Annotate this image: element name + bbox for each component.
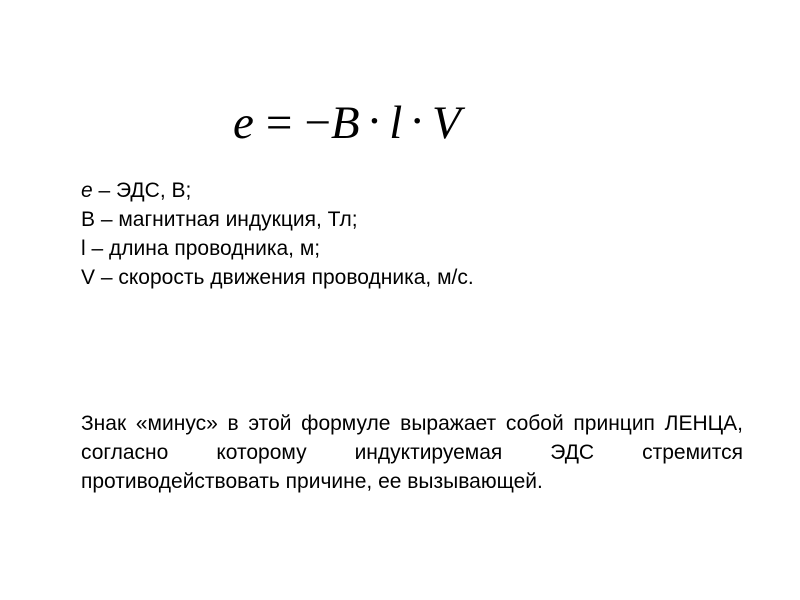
definition-line-velocity [81,263,641,292]
formula-equals-sign: = [265,97,293,149]
formula-length-symbol: l [389,97,403,149]
definition-text: – магнитная индукция, Тл; [95,208,358,231]
formula-minus-sign: − [304,97,331,149]
formula-multiply-dot: · [409,95,425,147]
emf-formula [233,92,533,154]
definition-symbol: B [81,208,96,231]
definition-text: – длина проводника, м; [85,237,321,260]
definition-symbol: l [81,237,86,260]
definition-symbol: V [81,266,96,289]
variable-definitions [81,176,641,292]
definition-line-induction [81,205,641,234]
formula-emf-symbol: e [233,97,254,149]
definition-line-emf [81,176,641,205]
formula-velocity-symbol: V [432,97,461,149]
definition-symbol: e [81,179,93,202]
formula-multiply-dot: · [366,95,383,147]
definition-text: – скорость движения проводника, м/с. [95,266,474,289]
definition-line-length [81,234,641,263]
lenz-principle-note: Знак «минус» в этой формуле выражает собой принцип ЛЕНЦА, согласно которому индуктируемая ЭДС стремится противодействовать причине, ее вызывающей. [81,412,743,493]
definition-text: – ЭДС, В; [92,179,192,202]
formula-induction-symbol: B [330,97,360,149]
